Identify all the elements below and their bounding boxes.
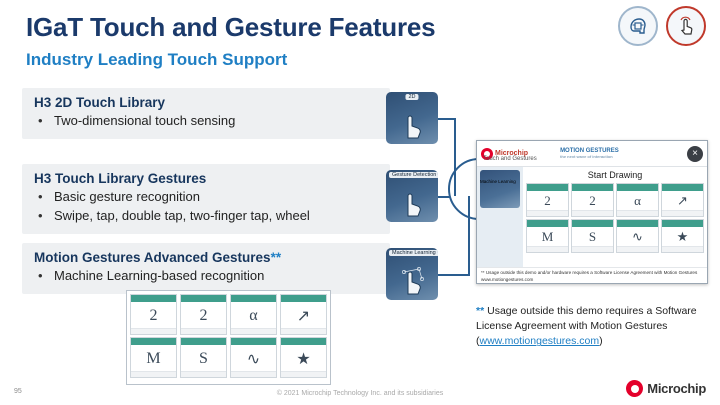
close-icon[interactable]: ×	[687, 146, 703, 162]
demo-window	[476, 140, 708, 284]
page-title: IGaT Touch and Gesture Features	[26, 12, 436, 42]
gesture-cell	[230, 294, 277, 335]
feature-band-2d-touch	[22, 88, 390, 139]
demo-window-body	[477, 167, 707, 267]
demo-device-tag: Machine Learning	[480, 179, 516, 184]
hand-icon	[395, 104, 429, 142]
feature-bullets	[22, 112, 390, 139]
list-item: • Swipe, tap, double tap, two-finger tap, wheel	[52, 207, 380, 226]
gesture-glyph: ∿	[246, 350, 261, 368]
gesture-glyph: ∿	[632, 229, 643, 244]
gesture-cell	[180, 337, 227, 378]
copyright-text: © 2021 Microchip Technology Inc. and its subsidiaries	[276, 390, 444, 397]
gesture-cell[interactable]	[616, 219, 659, 253]
list-item: • Machine Learning-based recognition	[52, 267, 380, 286]
feature-heading: H3 2D Touch Library	[34, 95, 166, 110]
motion-gestures-logo	[560, 148, 619, 159]
demo-grid	[526, 183, 704, 253]
footnote-marker: **	[270, 250, 282, 265]
start-drawing-label: Start Drawing	[587, 170, 643, 180]
page-number: 95	[14, 388, 22, 395]
feature-heading: H3 Touch Library Gestures	[34, 171, 207, 186]
page-subtitle: Industry Leading Touch Support	[26, 50, 288, 69]
feature-band-touch-gestures	[22, 164, 390, 234]
gesture-cell[interactable]	[661, 219, 704, 253]
gesture-glyph: 2	[589, 193, 596, 208]
motion-gestures-screenshot	[126, 290, 331, 385]
gesture-cell[interactable]	[571, 219, 614, 253]
gesture-glyph: 2	[199, 306, 208, 324]
microchip-footer-logo	[626, 380, 706, 397]
gesture-cell	[130, 337, 177, 378]
gesture-cell[interactable]	[616, 183, 659, 217]
gesture-cell	[180, 294, 227, 335]
gesture-glyph: α	[634, 193, 641, 208]
thumbnail-machine-learning	[386, 248, 438, 300]
demo-device-card	[480, 170, 520, 208]
demo-content	[523, 167, 707, 267]
top-right-icon-group	[618, 6, 706, 46]
thumbnail-gestures	[386, 170, 438, 222]
microchip-wordmark: Microchip	[647, 381, 706, 396]
gesture-glyph: ↗	[677, 193, 688, 208]
gesture-cell	[280, 294, 327, 335]
gesture-cell	[230, 337, 277, 378]
thumbnail-2d-touch	[386, 92, 438, 144]
demo-window-header	[477, 141, 707, 167]
ai-head-icon	[618, 6, 658, 46]
list-item: • Basic gesture recognition	[52, 188, 380, 207]
demo-grid-row	[526, 219, 704, 253]
list-item: • Two-dimensional touch sensing	[52, 112, 380, 131]
footnote-text-after: )	[599, 335, 603, 348]
footnote-marker: **	[476, 305, 485, 317]
screenshot-grid-row	[130, 294, 327, 335]
motion-gestures-link[interactable]: www.motiongestures.com	[479, 335, 600, 348]
screenshot-grid	[130, 294, 327, 378]
slide-footnote	[476, 304, 701, 350]
demo-grid-row	[526, 183, 704, 217]
demo-license-note: ** Usage outside this demo and/or hardware requires a Software License Agreement with Motion Gestures www.motiongestures.com	[477, 267, 707, 284]
thumbnail-tag: Machine Learning	[389, 250, 438, 256]
touch-gesture-icon	[666, 6, 706, 46]
thumbnail-tag: 2D	[405, 94, 418, 100]
feature-bullets	[22, 188, 390, 234]
gesture-glyph: 2	[544, 193, 551, 208]
microchip-wordmark: Microchip	[495, 150, 529, 157]
gesture-cell[interactable]	[526, 183, 569, 217]
gesture-glyph: M	[146, 349, 161, 367]
gesture-glyph: S	[588, 229, 597, 244]
feature-heading	[22, 243, 390, 267]
gesture-cell[interactable]	[661, 183, 704, 217]
gesture-glyph: S	[199, 349, 208, 367]
demo-sidebar	[477, 167, 523, 267]
gesture-glyph: ↗	[296, 307, 311, 325]
motion-gestures-tagline: the next wave of interaction	[560, 154, 613, 159]
footnote-text-before: Usage outside this demo requires a Software License Agreement with Motion Gestures (	[476, 305, 697, 348]
thumbnail-tag: Gesture Detection	[389, 172, 438, 178]
gesture-glyph: α	[249, 306, 258, 324]
gesture-cell[interactable]	[571, 183, 614, 217]
gesture-glyph: ★	[296, 350, 311, 368]
gesture-glyph: ★	[676, 229, 689, 244]
gesture-glyph: 2	[149, 306, 158, 324]
microchip-mark-icon	[626, 380, 643, 397]
gesture-cell	[130, 294, 177, 335]
screenshot-grid-row	[130, 337, 327, 378]
gesture-cell[interactable]	[526, 219, 569, 253]
hand-icon	[395, 260, 429, 298]
gesture-cell	[280, 337, 327, 378]
motion-gestures-name: MOTION GESTURES	[560, 148, 619, 154]
connector-line-3	[438, 274, 470, 276]
feature-band-motion-gestures	[22, 243, 390, 294]
gesture-glyph: M	[541, 229, 554, 244]
hand-icon	[395, 182, 429, 220]
demo-app-title: Touch and Gestures	[483, 156, 537, 162]
feature-heading-text: Motion Gestures Advanced Gestures	[34, 250, 271, 265]
